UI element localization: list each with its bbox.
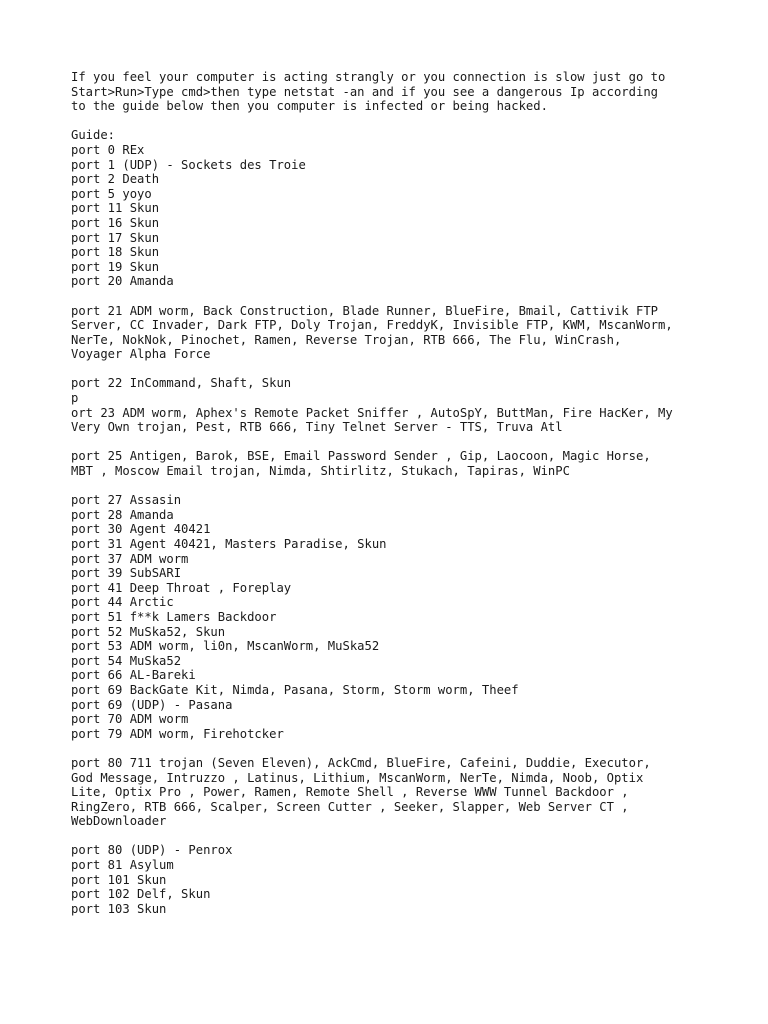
text-line: If you feel your computer is acting strangly or you connection is slow just go to: [71, 70, 666, 84]
document-body: [71, 70, 761, 916]
text-line: Lite, Optix Pro , Power, Ramen, Remote Shell , Reverse WWW Tunnel Backdoor ,: [71, 785, 629, 800]
text-line: port 52 MuSka52, Skun: [71, 624, 226, 639]
text-line: port 18 Skun: [71, 245, 160, 260]
text-line: port 22 InCommand, Shaft, Skun: [71, 376, 292, 391]
blank-line: [71, 829, 761, 844]
text-line: port 25 Antigen, Barok, BSE, Email Password Sender , Gip, Laocoon, Magic Horse,: [71, 449, 651, 464]
text-line: RingZero, RTB 666, Scalper, Screen Cutter , Seeker, Slapper, Web Server CT ,: [71, 799, 629, 814]
blank-line: [71, 479, 761, 494]
text-line: port 0 REx: [71, 142, 145, 157]
text-line: port 5 yoyo: [71, 186, 152, 201]
text-line: port 11 Skun: [71, 201, 160, 216]
text-line: NerTe, NokNok, Pinochet, Ramen, Reverse Trojan, RTB 666, The Flu, WinCrash,: [71, 332, 622, 347]
text-line: port 51 f**k Lamers Backdoor: [71, 609, 277, 624]
text-line: port 39 SubSARI: [71, 566, 182, 581]
text-line: port 20 Amanda: [71, 274, 174, 289]
text-line: Guide:: [71, 128, 116, 143]
text-line: God Message, Intruzzo , Latinus, Lithium, MscanWorm, NerTe, Nimda, Noob, Optix: [71, 770, 644, 785]
text-line: WebDownloader: [71, 814, 167, 829]
text-line: p: [71, 391, 79, 406]
text-line: port 30 Agent 40421: [71, 522, 211, 537]
text-line: ort 23 ADM worm, Aphex's Remote Packet Sniffer , AutoSpY, ButtMan, Fire HacKer, My: [71, 405, 673, 420]
text-line: port 53 ADM worm, li0n, MscanWorm, MuSka52: [71, 639, 380, 654]
blank-line: [71, 114, 761, 129]
text-line: port 103 Skun: [71, 901, 167, 916]
blank-line: [71, 289, 761, 304]
text-line: port 70 ADM worm: [71, 712, 189, 727]
text-line: port 27 Assasin: [71, 493, 182, 508]
text-line: port 44 Arctic: [71, 595, 174, 610]
text-line: port 2 Death: [71, 172, 160, 187]
text-line: port 31 Agent 40421, Masters Paradise, Skun: [71, 537, 387, 551]
text-line: port 28 Amanda: [71, 507, 174, 522]
text-line: port 19 Skun: [71, 259, 160, 274]
text-line: port 69 BackGate Kit, Nimda, Pasana, Storm, Storm worm, Theef: [71, 682, 519, 697]
blank-line: [71, 435, 761, 450]
text-line: port 81 Asylum: [71, 858, 174, 873]
text-line: port 17 Skun: [71, 230, 160, 245]
text-line: port 101 Skun: [71, 872, 167, 887]
text-line: port 21 ADM worm, Back Construction, Blade Runner, BlueFire, Bmail, Cattivik FTP: [71, 303, 658, 318]
text-line: port 37 ADM worm: [71, 551, 189, 566]
text-line: port 54 MuSka52: [71, 653, 182, 668]
text-line: port 1 (UDP) - Sockets des Troie: [71, 157, 306, 172]
text-line: port 16 Skun: [71, 215, 160, 230]
text-line: Start>Run>Type cmd>then type netstat -an and if you see a dangerous Ip according: [71, 84, 658, 99]
text-line: port 80 (UDP) - Penrox: [71, 843, 233, 858]
text-line: port 79 ADM worm, Firehotcker: [71, 726, 284, 741]
text-line: to the guide below then you computer is infected or being hacked.: [71, 99, 548, 114]
text-line: Voyager Alpha Force: [71, 347, 211, 362]
text-line: port 69 (UDP) - Pasana: [71, 697, 233, 712]
text-line: MBT , Moscow Email trojan, Nimda, Shtirlitz, Stukach, Tapiras, WinPC: [71, 464, 570, 479]
blank-line: [71, 741, 761, 756]
text-line: port 80 711 trojan (Seven Eleven), AckCmd, BlueFire, Cafeini, Duddie, Executor,: [71, 755, 651, 770]
text-line: Very Own trojan, Pest, RTB 666, Tiny Telnet Server - TTS, Truva Atl: [71, 420, 563, 435]
text-line: port 41 Deep Throat , Foreplay: [71, 580, 292, 595]
text-line: port 102 Delf, Skun: [71, 887, 211, 902]
text-line: port 66 AL-Bareki: [71, 668, 196, 683]
text-line: Server, CC Invader, Dark FTP, Doly Trojan, FreddyK, Invisible FTP, KWM, MscanWorm,: [71, 318, 673, 333]
blank-line: [71, 362, 761, 377]
